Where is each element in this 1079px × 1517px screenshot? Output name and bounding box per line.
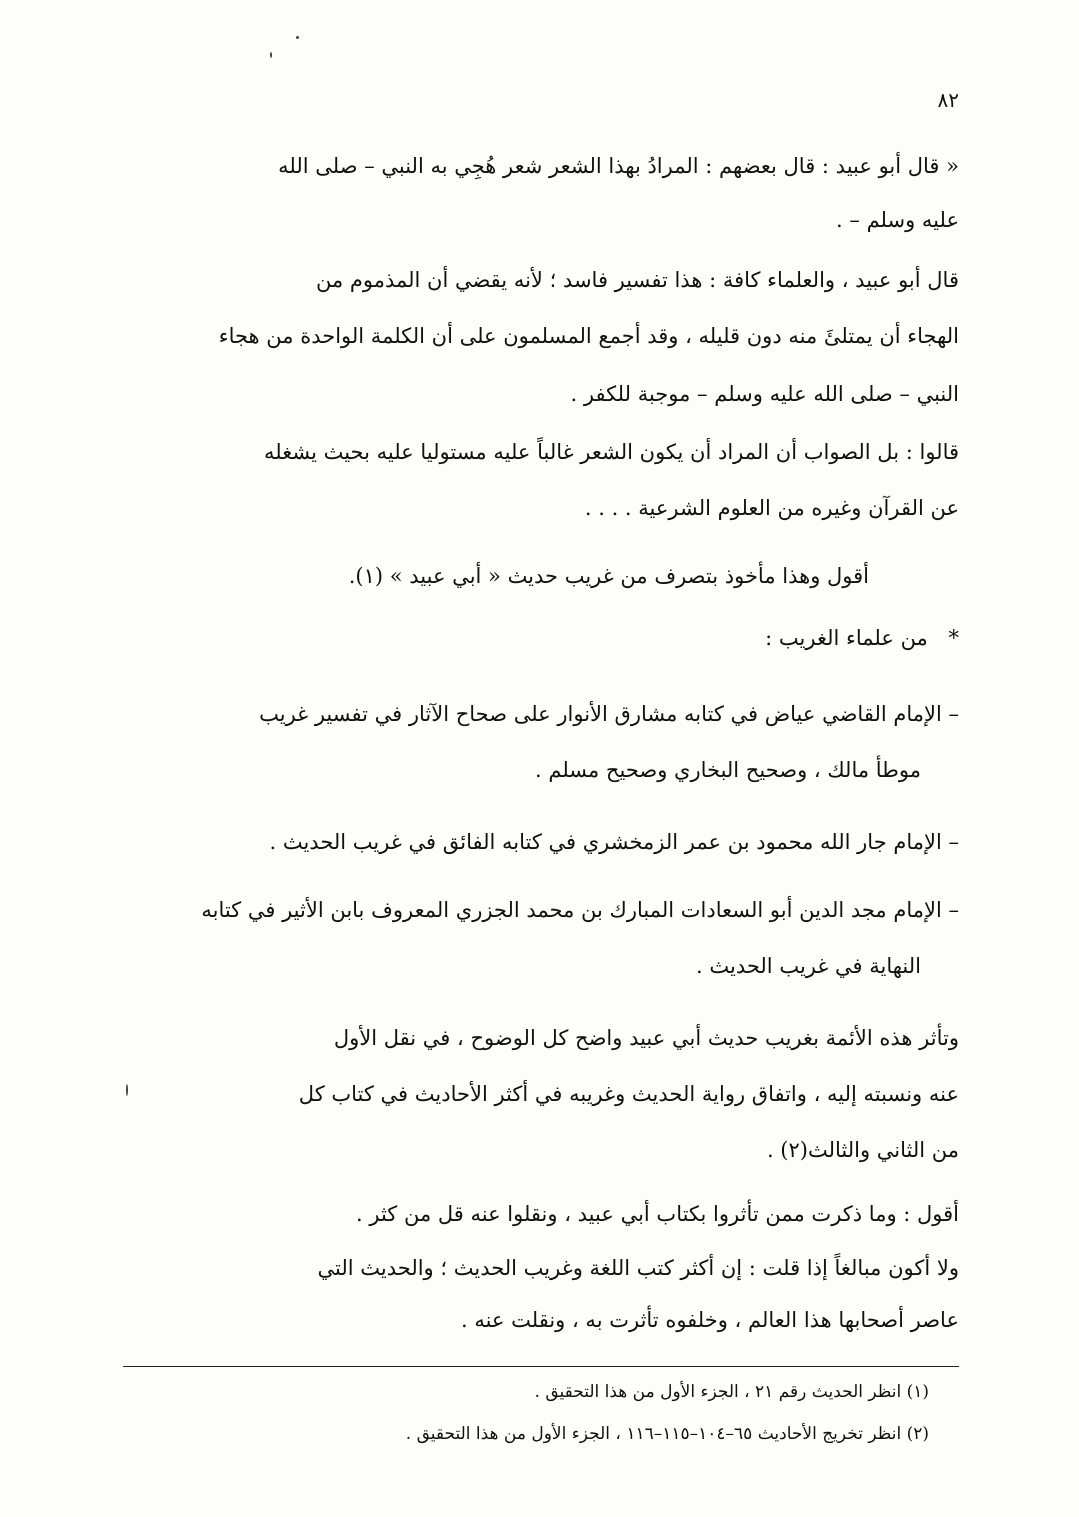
page-number: ٨٢: [937, 88, 959, 112]
section-heading: [765, 626, 959, 650]
footnote-2: (٢) انظر تخريج الأحاديث ٦٥–١٠٤–١١٥–١١٦ ، الجزء الأول من هذا التحقيق .: [405, 1424, 929, 1444]
text-line: عن القرآن وغيره من العلوم الشرعية . . . .: [584, 496, 959, 520]
text-line: قالوا : بل الصواب أن المراد أن يكون الشعر غالباً عليه مستوليا عليه بحيث يشغله: [264, 440, 959, 464]
text-line: موطأ مالك ، وصحيح البخاري وصحيح مسلم .: [535, 758, 921, 782]
footnote-1: (١) انظر الحديث رقم ٢١ ، الجزء الأول من هذا التحقيق .: [534, 1382, 929, 1402]
text-line: عنه ونسبته إليه ، واتفاق رواية الحديث وغريبه في أكثر الأحاديث في كتاب كل: [298, 1082, 959, 1106]
text-line: ولا أكون مبالغاً إذا قلت : إن أكثر كتب اللغة وغريب الحديث ؛ والحديث التي: [317, 1256, 959, 1280]
text-line: من الثاني والثالث(٢) .: [766, 1138, 959, 1162]
text-line: عاصر أصحابها هذا العالم ، وخلفوه تأثرت به ، ونقلت عنه .: [460, 1308, 959, 1332]
text-line: أقول وهذا مأخوذ بتصرف من غريب حديث « أبي عبيد » (١).: [348, 564, 869, 588]
scan-speck: [270, 52, 272, 58]
text-line: – الإمام القاضي عياض في كتابه مشارق الأنوار على صحاح الآثار في تفسير غريب: [259, 702, 959, 726]
text-line: – الإمام مجد الدين أبو السعادات المبارك بن محمد الجزري المعروف بابن الأثير في كتابه: [201, 898, 959, 922]
text-line: وتأثر هذه الأئمة بغريب حديث أبي عبيد واضح كل الوضوح ، في نقل الأول: [333, 1026, 959, 1050]
footnote-separator: [123, 1366, 959, 1367]
text-line: قال أبو عبيد ، والعلماء كافة : هذا تفسير فاسد ؛ لأنه يقضي أن المذموم من: [315, 268, 959, 292]
bullet-mark: *: [948, 626, 959, 650]
text-line: أقول : وما ذكرت ممن تأثروا بكتاب أبي عبيد ، ونقلوا عنه قل من كثر .: [356, 1202, 959, 1226]
text-line: النهاية في غريب الحديث .: [696, 954, 921, 978]
text-line: « قال أبو عبيد : قال بعضهم : المرادُ بهذا الشعر شعر هُجِي به النبي – صلى الله: [278, 154, 959, 178]
scan-speck: [126, 1084, 128, 1096]
text-line: – الإمام جار الله محمود بن عمر الزمخشري في كتابه الفائق في غريب الحديث .: [269, 830, 959, 854]
heading-text: من علماء الغريب :: [765, 626, 928, 650]
text-line: عليه وسلم – .: [836, 208, 959, 232]
text-line: النبي – صلى الله عليه وسلم – موجبة للكفر .: [570, 382, 959, 406]
scan-speck: [296, 36, 299, 39]
text-line: الهجاء أن يمتلئَ منه دون قليله ، وقد أجمع المسلمون على أن الكلمة الواحدة من هجاء: [218, 324, 959, 348]
